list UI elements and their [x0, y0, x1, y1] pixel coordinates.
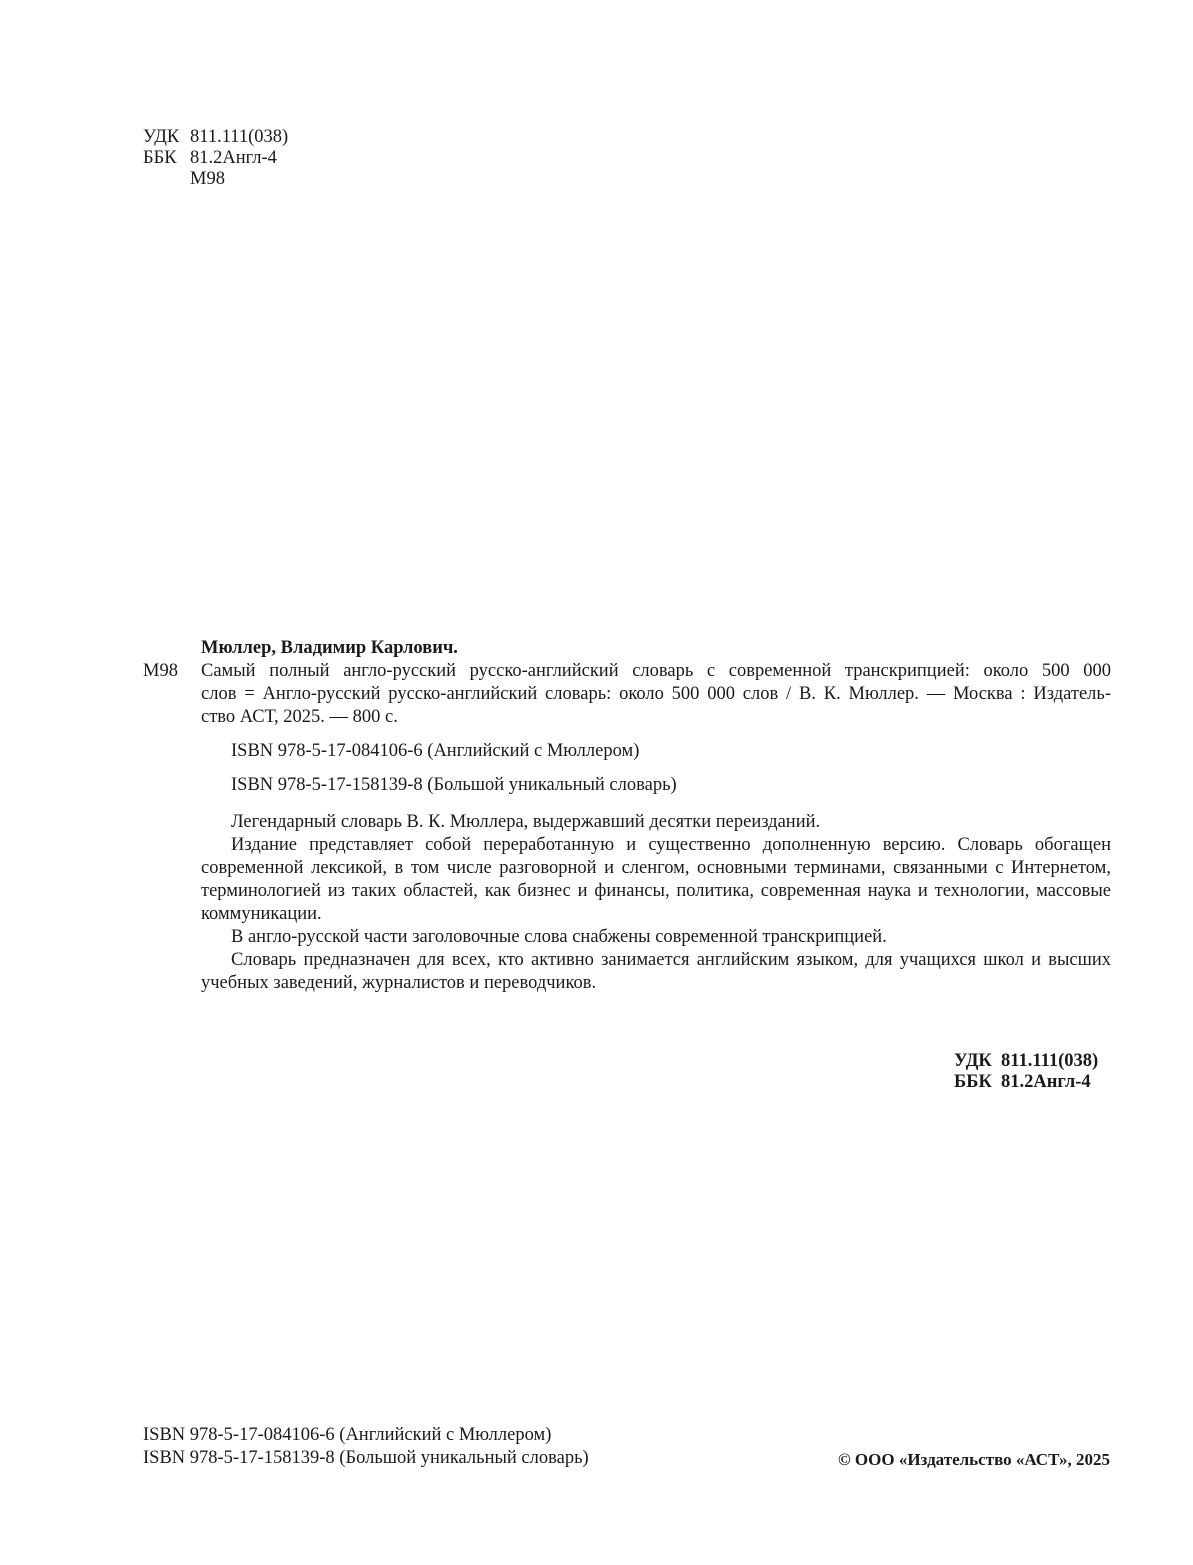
udk-label-bold: УДК [954, 1051, 992, 1071]
udk-label: УДК [143, 127, 180, 147]
udk-value-bold: 811.111(038) [1001, 1051, 1099, 1071]
author-sign-entry: М98 [143, 661, 178, 681]
annotation-paragraph: Легендарный словарь В. К. Мюллера, выдержавший десятки переизданий. [231, 812, 821, 832]
footer-isbn-2: ISBN 978-5-17-158139-8 (Большой уникальный словарь) [143, 1448, 589, 1468]
title-line-2: слов = Англо-русский русско-английский словарь: около 500 000 слов / В. К. Мюллер. — Москва : Издатель- [201, 684, 1111, 704]
author-heading: Мюллер, Владимир Карлович. [201, 638, 458, 658]
entry-isbn-2: ISBN 978-5-17-158139-8 (Большой уникальный словарь) [231, 775, 677, 795]
title-line-3: ство АСТ, 2025. — 800 с. [201, 707, 398, 727]
udk-value: 811.111(038) [190, 127, 289, 147]
bbk-label: ББК [143, 148, 177, 168]
title-line-1: Самый полный англо-русский русско-английский словарь с современной транскрипцией: около 500 000 [201, 661, 1111, 681]
bbk-value-bold: 81.2Англ-4 [1001, 1072, 1091, 1092]
bbk-value: 81.2Англ-4 [190, 148, 277, 168]
annotation-paragraph: Словарь предназначен для всех, кто активно занимается английским языком, для учащихся школ и высших учебных заведений, журналистов и переводчиков. [201, 950, 1111, 993]
bbk-label-bold: ББК [954, 1072, 992, 1092]
entry-isbn-1: ISBN 978-5-17-084106-6 (Английский с Мюллером) [231, 741, 640, 761]
author-sign-top: М98 [190, 169, 225, 189]
annotation-paragraph: В англо-русской части заголовочные слова снабжены современной транскрипцией. [231, 927, 887, 947]
footer-isbn-1: ISBN 978-5-17-084106-6 (Английский с Мюллером) [143, 1425, 552, 1445]
copyright: © ООО «Издательство «АСТ», 2025 [837, 1450, 1110, 1469]
annotation-paragraph: Издание представляет собой переработанную и существенно дополненную версию. Словарь обогащен современной лексикой, в том числе разговорной и сленгом, основными терминами, связанными с Интернетом, терминологией из таких областей, как бизнес и финансы, политика, современная наука и технологии, массовые коммуникации. [201, 835, 1111, 924]
